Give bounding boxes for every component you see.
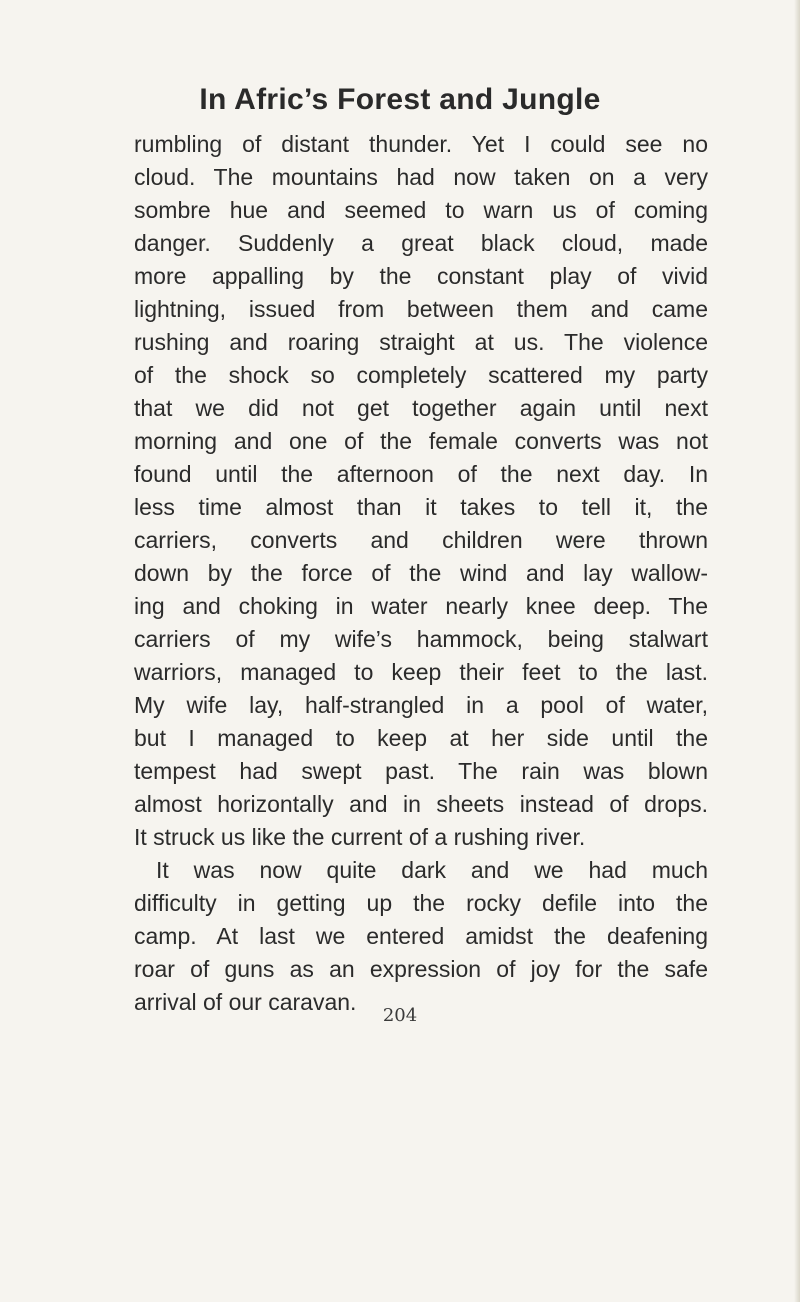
text-line: warriors, managed to keep their feet to the last. (134, 659, 708, 685)
text-line: almost horizontally and in sheets instead of drops. (134, 791, 708, 817)
text-line: difficulty in getting up the rocky defile into the (134, 890, 708, 916)
page-number: 204 (382, 1005, 418, 1026)
text-line: more appalling by the constant play of vivid (134, 263, 708, 289)
page-edge (794, 0, 800, 1302)
text-line: It struck us like the current of a rushing river. (134, 824, 586, 850)
text-line: found until the afternoon of the next day. In (134, 461, 708, 487)
text-line: rumbling of distant thunder. Yet I could see no (134, 131, 708, 157)
text-line: down by the force of the wind and lay wallow- (134, 560, 708, 586)
text-line: sombre hue and seemed to warn us of coming (134, 197, 708, 223)
running-head: In Afric’s Forest and Jungle (199, 83, 601, 116)
text-line: less time almost than it takes to tell it, the (134, 494, 708, 520)
text-line: lightning, issued from between them and came (134, 296, 708, 322)
text-line: carriers of my wife’s hammock, being stalwart (134, 626, 708, 652)
text-line: that we did not get together again until next (134, 395, 708, 421)
text-line: danger. Suddenly a great black cloud, made (134, 230, 708, 256)
text-line: of the shock so completely scattered my party (134, 362, 708, 388)
body-text (134, 128, 708, 1019)
text-line: tempest had swept past. The rain was blown (134, 758, 708, 784)
text-line: morning and one of the female converts was not (134, 428, 708, 454)
text-line: rushing and roaring straight at us. The violence (134, 329, 708, 355)
text-line: ing and choking in water nearly knee deep. The (134, 593, 708, 619)
text-line: My wife lay, half-strangled in a pool of water, (134, 692, 708, 718)
text-line: but I managed to keep at her side until the (134, 725, 708, 751)
text-line: cloud. The mountains had now taken on a very (134, 164, 708, 190)
text-line: camp. At last we entered amidst the deafening (134, 923, 708, 949)
text-line: arrival of our caravan. (134, 989, 357, 1015)
text-line: roar of guns as an expression of joy for the safe (134, 956, 708, 982)
text-line: carriers, converts and children were thrown (134, 527, 708, 553)
text-line: It was now quite dark and we had much (156, 857, 708, 883)
